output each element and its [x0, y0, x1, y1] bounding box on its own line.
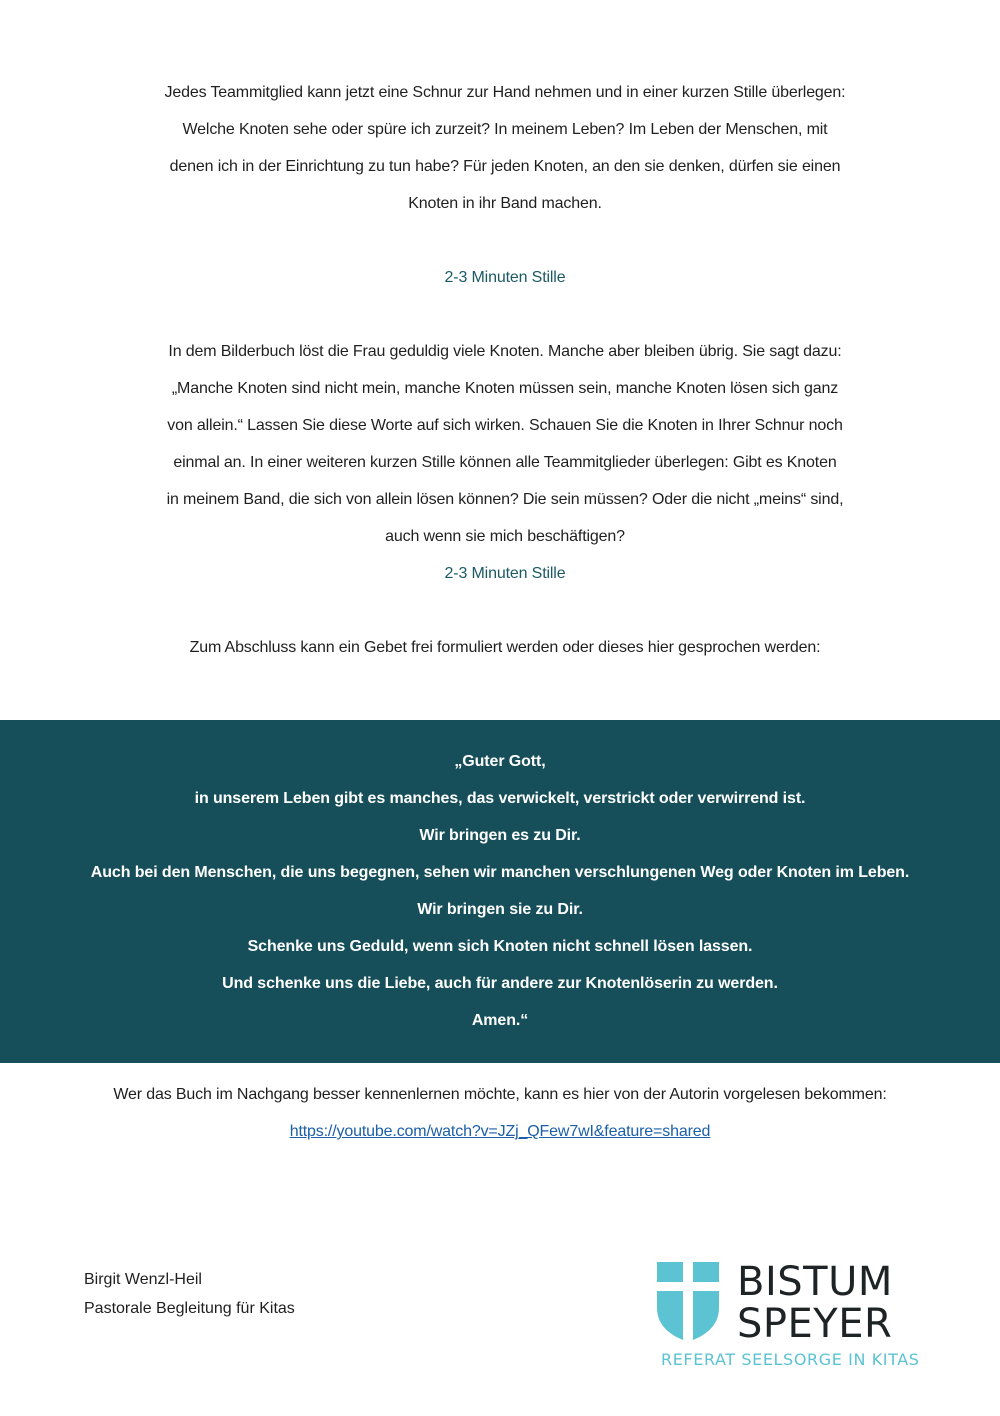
text-line: Jedes Teammitglied kann jetzt eine Schnur zur Hand nehmen und in einer kurzen Stille überlegen:	[164, 84, 846, 101]
video-note	[0, 1076, 1000, 1150]
pause-label-2: 2-3 Minuten Stille	[444, 565, 566, 582]
prayer-text	[0, 743, 1000, 1039]
youtube-link[interactable]: https://youtube.com/watch?v=JZj_QFew7wI&feature=shared	[289, 1123, 711, 1140]
intro-paragraph-2	[100, 333, 910, 555]
pause-label-1: 2-3 Minuten Stille	[444, 269, 566, 286]
prayer-box	[0, 720, 1000, 1063]
logo-subtitle: REFERAT SEELSORGE IN KITAS	[661, 1350, 920, 1369]
intro-paragraph-1	[100, 74, 910, 222]
text-line: in meinem Band, die sich von allein lösen können? Die sein müssen? Oder die nicht „meins“ sind,	[166, 491, 844, 508]
author-role: Pastorale Begleitung für Kitas	[84, 1300, 295, 1317]
prayer-line: Wir bringen sie zu Dir.	[417, 901, 583, 918]
text-line: „Manche Knoten sind nicht mein, manche Knoten müssen sein, manche Knoten lösen sich ganz	[171, 380, 839, 397]
prayer-line: „Guter Gott,	[454, 753, 546, 770]
prayer-line: in unserem Leben gibt es manches, das verwickelt, verstrickt oder verwirrend ist.	[194, 790, 806, 807]
text-line: einmal an. In einer weiteren kurzen Stille können alle Teammitglieder überlegen: Gibt es Knoten	[173, 454, 837, 471]
video-note-text: Wer das Buch im Nachgang besser kennenlernen möchte, kann es hier von der Autorin vorgelesen bekommen:	[113, 1086, 887, 1103]
author-block	[84, 1265, 295, 1323]
logo-word-bistum: BISTUM	[737, 1259, 893, 1305]
text-line: In dem Bilderbuch löst die Frau geduldig viele Knoten. Manche aber bleiben übrig. Sie sagt dazu:	[168, 343, 842, 360]
bistum-speyer-logo	[657, 1259, 947, 1372]
prayer-line: Auch bei den Menschen, die uns begegnen, sehen wir manchen verschlungenen Weg oder Knoten im Leben.	[90, 864, 910, 881]
text-line: Knoten in ihr Band machen.	[408, 195, 602, 212]
text-line: auch wenn sie mich beschäftigen?	[385, 528, 625, 545]
text-line: denen ich in der Einrichtung zu tun habe? Für jeden Knoten, an den sie denken, dürfen sie einen	[169, 158, 841, 175]
prayer-line: Wir bringen es zu Dir.	[419, 827, 581, 844]
prayer-line: Amen.“	[471, 1012, 529, 1029]
text-line: Welche Knoten sehe oder spüre ich zurzeit? In meinem Leben? Im Leben der Menschen, mit	[182, 121, 828, 138]
logo-word-speyer: SPEYER	[737, 1301, 893, 1347]
prayer-line: Schenke uns Geduld, wenn sich Knoten nicht schnell lösen lassen.	[247, 938, 753, 955]
prayer-line: Und schenke uns die Liebe, auch für andere zur Knotenlöserin zu werden.	[222, 975, 778, 992]
author-name: Birgit Wenzl-Heil	[84, 1271, 202, 1288]
text-line: von allein.“ Lassen Sie diese Worte auf sich wirken. Schauen Sie die Knoten in Ihrer Schnur noch	[167, 417, 843, 434]
shield-cross-icon	[657, 1262, 719, 1342]
intro-paragraph-3: Zum Abschluss kann ein Gebet frei formuliert werden oder dieses hier gesprochen werden:	[189, 639, 821, 656]
